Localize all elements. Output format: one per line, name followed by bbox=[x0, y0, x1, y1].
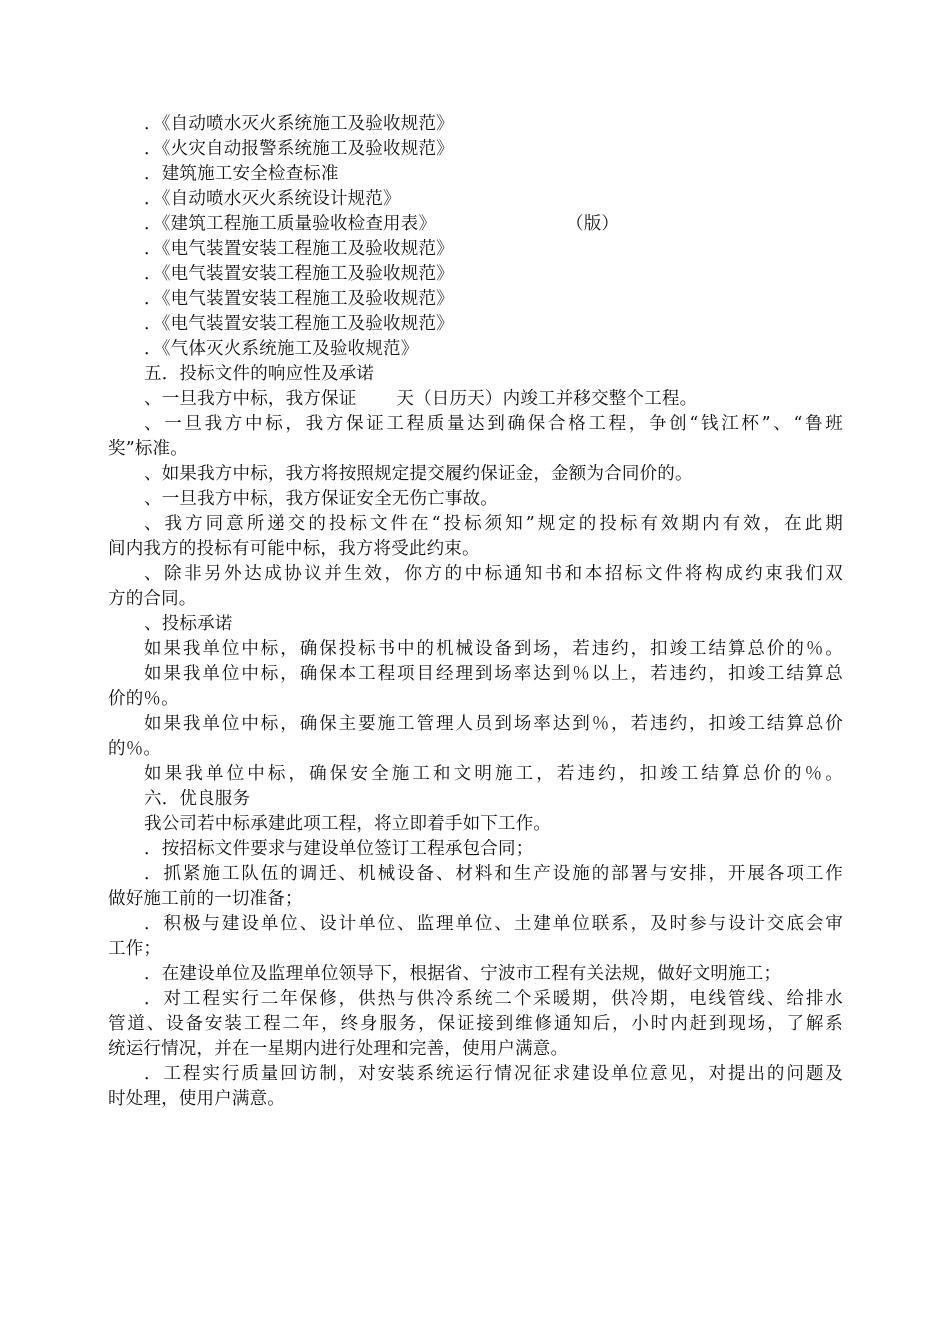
reference-edition: （版） bbox=[566, 214, 620, 234]
document-body bbox=[108, 112, 843, 1112]
paragraph: 、一旦我方中标，我方保证安全无伤亡事故。 bbox=[144, 489, 498, 509]
reference-item bbox=[108, 212, 843, 237]
service-item-line: 时处理，使用户满意。 bbox=[108, 1089, 285, 1109]
paragraph-line: 间内我方的投标有可能中标，我方将受此约束。 bbox=[108, 539, 480, 559]
commitment-line: 的％。 bbox=[108, 739, 162, 759]
paragraph: 、如果我方中标，我方将按照规定提交履约保证金，金额为合同价的。 bbox=[144, 464, 693, 484]
reference-title: ．《建筑工程施工质量验收检查用表》 bbox=[144, 214, 437, 234]
paragraph-line: 、一旦我方中标，我方保证工程质量达到确保合格工程，争创“钱江杯”、“鲁班 bbox=[144, 414, 843, 434]
commitment-line: 如果我单位中标，确保本工程项目经理到场率达到％以上，若违约，扣竣工结算总 bbox=[144, 664, 843, 684]
paragraph: 我公司若中标承建此项工程，将立即着手如下工作。 bbox=[144, 814, 552, 834]
paragraph: 、投标承诺 bbox=[144, 614, 233, 634]
reference-item: ．建筑施工安全检查标准 bbox=[144, 164, 339, 184]
reference-item: ．《电气装置安装工程施工及验收规范》 bbox=[144, 314, 454, 334]
service-item-line: 做好施工前的一切准备； bbox=[108, 889, 303, 909]
service-item-line: ．对工程实行二年保修，供热与供冷系统二个采暖期，供冷期，电线管线、给排水 bbox=[144, 989, 843, 1009]
service-item-line: ．工程实行质量回访制，对安装系统运行情况征求建设单位意见，对提出的问题及 bbox=[144, 1064, 843, 1084]
reference-item: ．《电气装置安装工程施工及验收规范》 bbox=[144, 239, 454, 259]
reference-item: ．《自动喷水灭火系统施工及验收规范》 bbox=[144, 114, 454, 134]
service-item-line: 管道、设备安装工程二年，终身服务，保证接到维修通知后，小时内赶到现场，了解系 bbox=[108, 1014, 843, 1034]
service-item-line: 统运行情况，并在一星期内进行处理和完善，使用户满意。 bbox=[108, 1039, 569, 1059]
paragraph-text: 天（日历天）内竣工并移交整个工程。 bbox=[396, 389, 698, 409]
reference-item: ．《火灾自动报警系统施工及验收规范》 bbox=[144, 139, 454, 159]
commitment-line: 如果我单位中标，确保投标书中的机械设备到场，若违约，扣竣工结算总价的％。 bbox=[144, 639, 843, 659]
reference-item: ．《电气装置安装工程施工及验收规范》 bbox=[144, 264, 454, 284]
commitment-line: 如果我单位中标，确保主要施工管理人员到场率达到％，若违约，扣竣工结算总价 bbox=[144, 714, 843, 734]
paragraph bbox=[108, 387, 843, 412]
paragraph-line: 奖”标准。 bbox=[108, 439, 188, 459]
service-item-line: ．抓紧施工队伍的调迁、机械设备、材料和生产设施的部署与安排，开展各项工作 bbox=[144, 864, 843, 884]
service-item-line: 工作； bbox=[108, 939, 162, 959]
service-item: ．在建设单位及监理单位领导下，根据省、宁波市工程有关法规，做好文明施工； bbox=[144, 964, 782, 984]
section-heading: 六．优良服务 bbox=[144, 789, 251, 809]
paragraph-line: 、我方同意所递交的投标文件在“投标须知”规定的投标有效期内有效，在此期 bbox=[144, 514, 843, 534]
paragraph-text: 、一旦我方中标，我方保证 bbox=[144, 389, 357, 409]
commitment-line: 价的％。 bbox=[108, 689, 179, 709]
reference-item: ．《自动喷水灭火系统设计规范》 bbox=[144, 189, 401, 209]
service-item: ．按招标文件要求与建设单位签订工程承包合同； bbox=[144, 839, 534, 859]
service-item-line: ．积极与建设单位、设计单位、监理单位、土建单位联系，及时参与设计交底会审 bbox=[144, 914, 843, 934]
paragraph-line: 方的合同。 bbox=[108, 589, 197, 609]
reference-item: ．《气体灭火系统施工及验收规范》 bbox=[144, 339, 419, 359]
paragraph-line: 、除非另外达成协议并生效，你方的中标通知书和本招标文件将构成约束我们双 bbox=[144, 564, 843, 584]
commitment-line: 如果我单位中标，确保安全施工和文明施工，若违约，扣竣工结算总价的％。 bbox=[144, 764, 843, 784]
section-heading: 五．投标文件的响应性及承诺 bbox=[144, 364, 375, 384]
reference-item: ．《电气装置安装工程施工及验收规范》 bbox=[144, 289, 454, 309]
